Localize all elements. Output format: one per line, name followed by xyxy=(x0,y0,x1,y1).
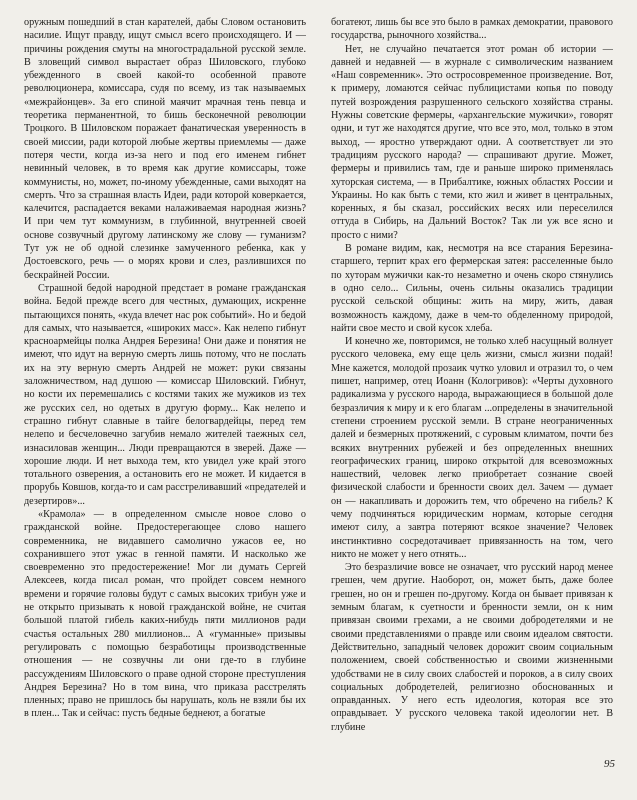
left-column xyxy=(24,16,306,721)
paragraph: оружным пошедший в стан карателей, дабы Словом остановить насилие. Ищут правду, ищут смысл всего происходящего. И — причины рождения смуты на многострадальной русской земле. В зловещий символ вырастает образ Шиловского, глубоко убежденного в своей какой-то особенной правоте революционера, комиссара, судя по всему, из так называемых «межрайонцев». За его спиной маячит мрачная тень певца и теоретика перманентной, то бишь бесконечной революции Троцкого. В Шиловском поражает фанатическая уверенность в своей миссии, ради которой любые жертвы приемлемы — даже потеря чести, когда из-за него и под его именем гибнет невинный человек, в то время как другие комиссары, тоже коммунисты, но, может, по-иному убежденные, сами выходят на смерть. Что за страшная власть Идеи, ради которой коверкается, калечится, распадается веками налаживаемая народная жизнь? И при чем тут коммунизм, в глубинной, внутренней своей основе созвучный другому латинскому же слову — гуманизм? Тут уж не об одной слезинке замученного ребенка, как у Достоевского, речь — о морях крови и слез, разлившихся по бескрайней России. xyxy=(24,17,306,281)
paragraph: Нет, не случайно печатается этот роман об истории — давней и недавней — в журнале с символическим названием «Наш современник». Это остросовременное произведение. Вот, к примеру, ломаются сейчас публицистами копья по поводу путей возрождения разрушенного сельского хозяйства страны. Нужны советские фермеры, «архангельские мужички», говорят одни, и тут же находятся другие, что все это, мол, только в этом выход, — яростно утверждают одни. А соответствует ли это традициям русского народа? — спрашивают другие. Может, фермеры и привились там, где и раньше широко применялась хуторская система, — в Прибалтике, южных областях России и Украины. Но как быть с теми, кто жил и живет в центральных, коренных, я бы сказал, российских весях или переселился оттуда в Сибирь, на Дальний Восток? Так ли уж все ясно и просто с ними? xyxy=(331,43,613,241)
paragraph: И конечно же, повторимся, не только хлеб насущный волнует русского человека, ему еще цель жизни, смысл жизни подай! Мне кажется, молодой прозаик чутко уловил и отразил то, о чем пишет, например, отец Иоанн (Кологривов): «Черты духовного радикализма у русского народа, выражающиеся в большой доле безразличия к миру и к его благам ...определены в значительной степени строением русской земли. В стране неограниченных далей и безмерных протяжений, с суровым климатом, почти без всяких внутренних рубежей и без определенных внешних географических границ, широко открытой для всевозможных нашествий, человек легко приобретает сознание своей физической слабости и бренности своих дел. Зачем — думает он — накапливать и дорожить тем, что обречено на гибель? К чему подчиняться юридическим нормам, которые сегодня имеют силу, а завтра потеряют всякое значение? Человек инстинктивно сосредотачивает привязанность на том, чего никто не может у него отнять... xyxy=(331,336,613,560)
paragraph: богатеют, лишь бы все это было в рамках демократии, правового государства, рыночного хозяйства... xyxy=(331,17,613,42)
paragraph: Страшной бедой народной предстает в романе гражданская война. Бедой прежде всего для честных, думающих, искренне пытающихся понять, «куда влечет нас рок событий». Но и бедой для самых, что называется, «широких масс». Как нелепо гибнут красноармейцы полка Андрея Березина! Они даже и понятия не имеют, что идут на верную смерть лишь потому, что не послать их на эту верную смерть Андрей не может: руки связаны заложничеством, над душою — комиссар Шиловский. Гибнут, но кости их перемешались с костями таких же мужиков из тех же русских сел, но одетых в другую форму... Как нелепо и страшно гибнут славные в тайге белогвардейцы, перед тем нелепо и бесчеловечно загубив немало жителей таежных сел, изнасиловав женщин... Люди превращаются в зверей. Даже — хорошие люди. И нет выхода тем, кто увидел уже край этого тотального озверения, а остановить его не может. И кидается в прорубь Ковшов, когда-то и сам расстреливавший «предателей и дезертиров»... xyxy=(24,282,306,507)
right-column xyxy=(331,16,613,734)
page-number: 95 xyxy=(604,758,615,770)
paragraph: Это безразличие вовсе не означает, что русский народ менее грешен, чем другие. Наоборот, он, может быть, даже более грешен, но он и грешен по-другому. Когда он бывает привязан к земным благам, к суетности и бренности земли, он к ним привязан своими грехами, а не своими добродетелями и не своими представлениями о правде или своим идеалом святости. Действительно, западный человек дорожит своим социальным положением, своей собственностью и своими жизненными удобствами не в силу своих слабостей и пороков, а в силу своих социальных добродетелей, религиозно обоснованных и оправданных. У него есть идеология, которая все это оправдывает. У русского человека такой идеологии нет. В глубине xyxy=(331,562,613,733)
paragraph: В романе видим, как, несмотря на все старания Березина-старшего, терпит крах его фермерская затея: расселенные было по хуторам мужички как-то незаметно и очень скоро стянулись в одно село... Сильны, очень сильны оказались традиции русской сельской общины: жить на миру, жить, давая возможность каждому, даже в чем-то обделенному природой, найти свое место и свой кусок хлеба. xyxy=(331,243,613,334)
paragraph: «Крамола» — в определенном смысле новое слово о гражданской войне. Предостерегающее слово нашего современника, не видавшего самолично ужасов ее, но сохранившего этот ужас в генной памяти. И насколько же своевременно это предостережение! Мог ли думать Сергей Алексеев, когда писал роман, что пройдет совсем немного времени и горячие головы будут с самых высоких трибун уже и не открыто призывать к новой гражданской войне, не считая большой платой гибель каких-нибудь пяти миллионов ради счастья остальных 280 миллионов... А «гуманные» призывы регулировать с помощью безработицы производственные отношения — не созвучны ли они где-то в глубине рассуждениям Шиловского о праве одной стороне преступления Андрея Березина? Но в том вина, что приказа расстрелять пленных; право не пришлось бы нарушать, коль не взяли бы их в плен... Так и сейчас: пусть бедные беднеют, а богатые xyxy=(24,508,306,720)
